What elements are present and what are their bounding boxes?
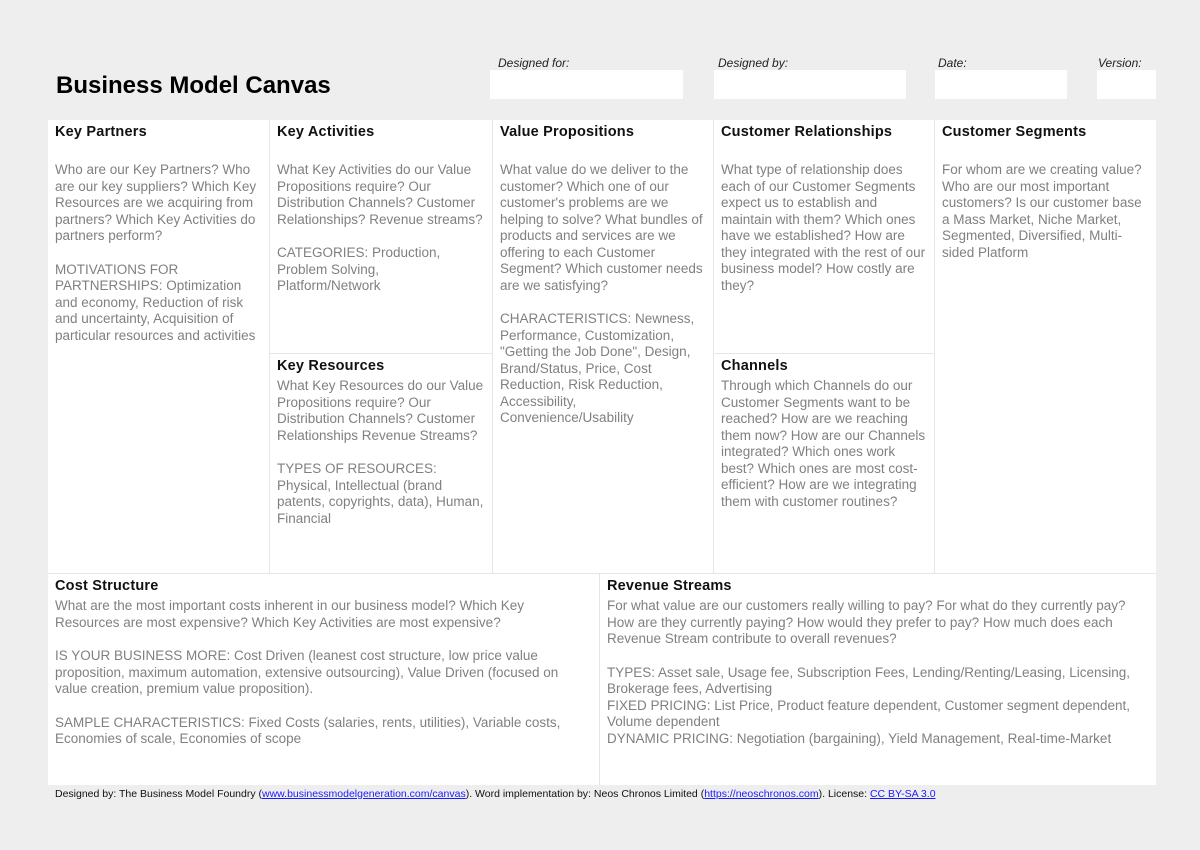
footer-link-bmg[interactable]: www.businessmodelgeneration.com/canvas — [262, 788, 466, 800]
designed-for-field[interactable] — [490, 70, 683, 99]
footer-link-neoschronos[interactable]: https://neoschronos.com — [704, 788, 819, 800]
designed-by-field[interactable] — [714, 70, 906, 99]
customer-relationships-questions: What type of relationship does each of our Customer Segments expect us to establish and maintain with them? Which ones have we established? How are they integrated with the rest of our business model? How costly are they? — [721, 162, 926, 293]
footer-text-2: ). Word implementation by: Neos Chronos Limited ( — [465, 788, 705, 800]
designed-by-label: Designed by: — [718, 56, 789, 70]
key-resources-block[interactable] — [270, 354, 493, 574]
revenue-streams-block[interactable] — [600, 574, 1156, 785]
cost-structure-characteristics: SAMPLE CHARACTERISTICS: Fixed Costs (salaries, rents, utilities), Variable costs, Economies of scale, Economies of scope — [55, 714, 561, 746]
revenue-streams-questions: For what value are our customers really willing to pay? For what do they currently pay? How are they currently paying? How would they prefer to pay? How much does each Revenue Stream contribute to overall revenues? — [607, 598, 1126, 646]
customer-segments-title: Customer Segments — [942, 124, 1087, 140]
cost-structure-block[interactable] — [48, 574, 600, 785]
cost-structure-title: Cost Structure — [55, 578, 159, 594]
value-propositions-block[interactable] — [493, 120, 714, 574]
cost-structure-questions: What are the most important costs inherent in our business model? Which Key Resources are most expensive? Which Key Activities are most expensive? — [55, 598, 524, 630]
channels-title: Channels — [721, 358, 788, 374]
value-propositions-questions: What value do we deliver to the customer? Which one of our customer's problems are we helping to solve? What bundles of products and services are we offering to each Customer Segment? Which customer needs are we satisfying? — [500, 162, 703, 293]
value-propositions-title: Value Propositions — [500, 124, 635, 140]
date-field[interactable] — [935, 70, 1067, 99]
customer-relationships-title: Customer Relationships — [721, 124, 893, 140]
cost-structure-business-type: IS YOUR BUSINESS MORE: Cost Driven (leanest cost structure, low price value proposition, maximum automation, extensive outsourcing), Value Driven (focused on value creation, premium value proposition). — [55, 648, 559, 696]
date-label: Date: — [938, 56, 967, 70]
key-resources-questions: What Key Resources do our Value Propositions require? Our Distribution Channels? Customer Relationships Revenue Streams? — [277, 378, 484, 443]
key-activities-block[interactable] — [270, 120, 493, 354]
key-partners-questions: Who are our Key Partners? Who are our key suppliers? Which Key Resources are we acquiring from partners? Which Key Activities do partners perform? — [55, 162, 257, 243]
designed-for-label: Designed for: — [498, 56, 570, 70]
key-resources-types: TYPES OF RESOURCES: Physical, Intellectual (brand patents, copyrights, data), Human, Financial — [277, 461, 484, 526]
business-model-canvas — [48, 120, 1156, 785]
customer-segments-block[interactable] — [935, 120, 1156, 574]
footer-text-3: ). License: — [818, 788, 870, 800]
footer-text-1: Designed by: The Business Model Foundry ( — [55, 788, 262, 800]
key-resources-title: Key Resources — [277, 358, 385, 374]
revenue-streams-title: Revenue Streams — [607, 578, 732, 594]
footer-credits — [55, 788, 936, 800]
key-activities-title: Key Activities — [277, 124, 375, 140]
key-partners-motivations: MOTIVATIONS FOR PARTNERSHIPS: Optimization and economy, Reduction of risk and uncertainty, Acquisition of particular resources and activities — [55, 261, 256, 343]
footer-link-license[interactable]: CC BY-SA 3.0 — [869, 788, 936, 800]
revenue-streams-types: TYPES: Asset sale, Usage fee, Subscription Fees, Lending/Renting/Leasing, Licensing, Brokerage fees, Advertising — [607, 664, 1131, 696]
channels-block[interactable] — [714, 354, 935, 574]
version-field[interactable] — [1097, 70, 1156, 99]
key-partners-block[interactable] — [48, 120, 270, 574]
key-activities-questions: What Key Activities do our Value Propositions require? Our Distribution Channels? Customer Relationships? Revenue streams? — [277, 162, 483, 227]
version-label: Version: — [1098, 56, 1142, 70]
page-title: Business Model Canvas — [56, 72, 331, 99]
value-propositions-characteristics: CHARACTERISTICS: Newness, Performance, Customization, "Getting the Job Done", Design, Brand/Status, Price, Cost Reduction, Risk Reduction, Accessibility, Convenience/Usability — [500, 311, 695, 425]
key-activities-categories: CATEGORIES: Production, Problem Solving, Platform/Network — [277, 245, 441, 293]
customer-segments-questions: For whom are we creating value? Who are our most important customers? Is our customer base a Mass Market, Niche Market, Segmented, Diversified, Multi-sided Platform — [942, 162, 1142, 260]
key-partners-title: Key Partners — [55, 124, 147, 140]
channels-questions: Through which Channels do our Customer Segments want to be reached? How are we reaching them now? How are our Channels integrated? Which ones work best? Which ones are most cost-efficient? How are we integrating them with customer routines? — [721, 378, 926, 509]
revenue-streams-dynamic-pricing: DYNAMIC PRICING: Negotiation (bargaining), Yield Management, Real-time-Market — [607, 730, 1112, 746]
revenue-streams-fixed-pricing: FIXED PRICING: List Price, Product feature dependent, Customer segment dependent, Volume dependent — [607, 697, 1131, 729]
customer-relationships-block[interactable] — [714, 120, 935, 354]
